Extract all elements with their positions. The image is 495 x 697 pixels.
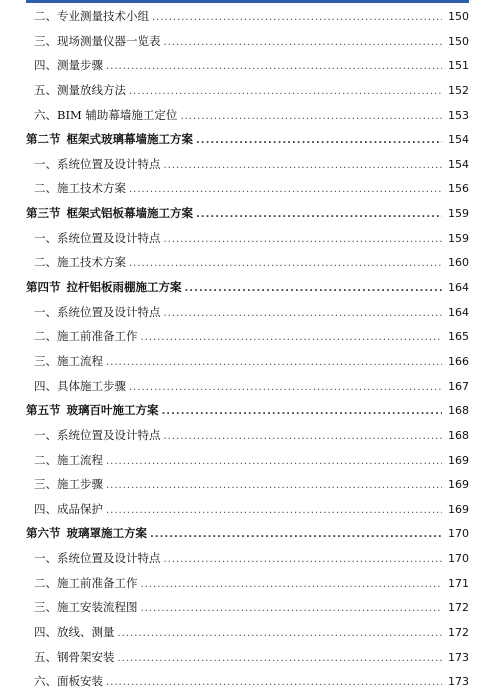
dot-leader	[162, 400, 443, 425]
dot-leader	[129, 80, 442, 105]
dot-leader	[106, 671, 442, 696]
toc-item-row[interactable]	[26, 497, 469, 522]
toc-entry-number: 一、	[34, 230, 57, 245]
toc-item-row[interactable]	[26, 29, 469, 54]
toc-item-row[interactable]	[26, 250, 469, 275]
toc-entry-title: 系统位置及设计特点	[57, 230, 161, 245]
toc-item-row[interactable]	[26, 595, 469, 620]
toc-entry-number: 第二节	[26, 132, 61, 147]
toc-item-row[interactable]	[26, 78, 469, 103]
toc-entry-number: 二、	[34, 9, 57, 23]
dot-leader	[141, 326, 443, 351]
toc-entry-title: 玻璃罩施工方案	[66, 526, 147, 541]
toc-entry-number: 二、	[34, 255, 57, 270]
toc-item-row[interactable]	[26, 176, 469, 201]
dot-leader	[106, 499, 442, 524]
toc-entry-title: 施工流程	[57, 452, 103, 467]
toc-entry-number: 第五节	[26, 403, 61, 418]
dot-leader	[196, 129, 442, 154]
toc-item-row[interactable]	[26, 103, 469, 128]
toc-entry-title: 施工步骤	[57, 477, 103, 492]
dot-leader	[152, 6, 442, 31]
toc-page-number: 159	[448, 231, 469, 245]
toc-page-number: 160	[448, 256, 469, 270]
toc-item-row[interactable]	[26, 4, 469, 29]
toc-page-number: 165	[448, 330, 469, 344]
toc-entry-title: BIM 辅助幕墙施工定位	[57, 107, 178, 122]
toc-entry-title: 玻璃百叶施工方案	[66, 403, 159, 418]
toc-entry-number: 四、	[34, 625, 57, 640]
toc-page-number: 150	[448, 10, 469, 23]
toc-entry-number: 一、	[34, 156, 57, 171]
toc-item-row[interactable]	[26, 226, 469, 251]
toc-page-number: 159	[448, 207, 469, 221]
toc-item-row[interactable]	[26, 423, 469, 448]
toc-entry-number: 一、	[34, 304, 57, 319]
dot-leader	[129, 252, 442, 277]
toc-entry-number: 五、	[34, 649, 57, 664]
toc-entry-title: 系统位置及设计特点	[57, 304, 161, 319]
toc-page-number: 166	[448, 354, 469, 368]
toc-entry-number: 一、	[34, 427, 57, 442]
toc-page-number: 172	[448, 626, 469, 640]
toc-section-row[interactable]	[26, 275, 469, 300]
toc-entry-number: 一、	[34, 551, 57, 566]
toc-item-row[interactable]	[26, 324, 469, 349]
toc-entry-title: 系统位置及设计特点	[57, 156, 161, 171]
toc-entry-number: 第六节	[26, 526, 61, 541]
toc-entry-number: 三、	[34, 353, 57, 368]
toc-page-number: 172	[448, 601, 469, 615]
toc-page-number: 173	[448, 675, 469, 689]
toc-page-number: 169	[448, 478, 469, 492]
toc-entry-number: 第三节	[26, 206, 61, 221]
toc-entry-title: 具体施工步骤	[57, 378, 126, 393]
dot-leader	[164, 548, 443, 573]
toc-item-row[interactable]	[26, 546, 469, 571]
table-of-contents	[26, 4, 469, 694]
dot-leader	[196, 203, 442, 228]
toc-item-row[interactable]	[26, 53, 469, 78]
toc-entry-title: 现场测量仪器一览表	[57, 33, 161, 48]
toc-page-number: 169	[448, 453, 469, 467]
toc-page-number: 167	[448, 379, 469, 393]
toc-entry-title: 测量步骤	[57, 58, 103, 73]
toc-entry-number: 六、	[34, 107, 57, 122]
toc-entry-title: 施工技术方案	[57, 181, 126, 196]
toc-item-row[interactable]	[26, 448, 469, 473]
dot-leader	[129, 376, 442, 401]
toc-entry-title: 系统位置及设计特点	[57, 551, 161, 566]
toc-entry-title: 测量放线方法	[57, 82, 126, 97]
dot-leader	[141, 573, 443, 598]
toc-entry-title: 施工前准备工作	[57, 575, 138, 590]
dot-leader	[118, 647, 443, 672]
toc-page-number: 170	[448, 552, 469, 566]
toc-entry-number: 四、	[34, 378, 57, 393]
toc-entry-title: 钢骨架安装	[57, 649, 115, 664]
toc-entry-title: 施工安装流程图	[57, 600, 138, 615]
toc-entry-title: 施工技术方案	[57, 255, 126, 270]
dot-leader	[164, 31, 443, 56]
toc-entry-number: 二、	[34, 575, 57, 590]
toc-entry-number: 四、	[34, 58, 57, 73]
top-rule	[26, 0, 469, 3]
toc-page-number: 173	[448, 650, 469, 664]
toc-page-number: 151	[448, 59, 469, 73]
dot-leader	[106, 450, 442, 475]
toc-section-row[interactable]	[26, 127, 469, 152]
toc-entry-title: 专业测量技术小组	[57, 9, 149, 23]
toc-section-row[interactable]	[26, 521, 469, 546]
dot-leader	[180, 105, 442, 130]
toc-section-row[interactable]	[26, 398, 469, 423]
toc-item-row[interactable]	[26, 152, 469, 177]
toc-entry-title: 面板安装	[57, 674, 103, 689]
toc-entry-title: 施工流程	[57, 353, 103, 368]
toc-item-row[interactable]	[26, 300, 469, 325]
toc-entry-title: 施工前准备工作	[57, 329, 138, 344]
toc-item-row[interactable]	[26, 571, 469, 596]
toc-entry-number: 三、	[34, 600, 57, 615]
toc-page-number: 152	[448, 83, 469, 97]
toc-page-number: 169	[448, 502, 469, 516]
dot-leader	[106, 474, 442, 499]
toc-page-number: 164	[448, 305, 469, 319]
dot-leader	[164, 228, 443, 253]
dot-leader	[164, 425, 443, 450]
toc-entry-number: 二、	[34, 181, 57, 196]
toc-item-row[interactable]	[26, 349, 469, 374]
toc-entry-title: 框架式玻璃幕墙施工方案	[66, 132, 193, 147]
toc-page-number: 153	[448, 108, 469, 122]
toc-page-number: 154	[448, 157, 469, 171]
dot-leader	[129, 178, 442, 203]
toc-entry-number: 四、	[34, 501, 57, 516]
dot-leader	[141, 597, 443, 622]
toc-page-number: 171	[448, 576, 469, 590]
toc-page-number: 154	[448, 133, 469, 147]
toc-entry-title: 系统位置及设计特点	[57, 427, 161, 442]
toc-entry-title: 成品保护	[57, 501, 103, 516]
toc-entry-number: 六、	[34, 674, 57, 689]
toc-entry-title: 拉杆铝板雨棚施工方案	[66, 280, 182, 295]
dot-leader	[118, 622, 443, 647]
dot-leader	[164, 154, 443, 179]
toc-entry-title: 放线、测量	[57, 625, 115, 640]
dot-leader	[106, 55, 442, 80]
dot-leader	[106, 351, 442, 376]
toc-item-row[interactable]	[26, 374, 469, 399]
toc-page-number: 168	[448, 428, 469, 442]
toc-item-row[interactable]	[26, 669, 469, 694]
toc-page-number: 170	[448, 527, 469, 541]
toc-entry-number: 二、	[34, 452, 57, 467]
toc-item-row[interactable]	[26, 620, 469, 645]
toc-entry-number: 第四节	[26, 280, 61, 295]
toc-page-number: 168	[448, 404, 469, 418]
toc-entry-title: 框架式铝板幕墙施工方案	[66, 206, 193, 221]
toc-entry-number: 三、	[34, 33, 57, 48]
toc-page-number: 156	[448, 182, 469, 196]
toc-item-row[interactable]	[26, 645, 469, 670]
dot-leader	[164, 302, 443, 327]
toc-page-number: 164	[448, 281, 469, 295]
dot-leader	[150, 523, 442, 548]
dot-leader	[185, 277, 443, 302]
toc-section-row[interactable]	[26, 201, 469, 226]
toc-entry-number: 二、	[34, 329, 57, 344]
toc-page-number: 150	[448, 34, 469, 48]
toc-entry-number: 三、	[34, 477, 57, 492]
toc-entry-number: 五、	[34, 82, 57, 97]
toc-item-row[interactable]	[26, 472, 469, 497]
